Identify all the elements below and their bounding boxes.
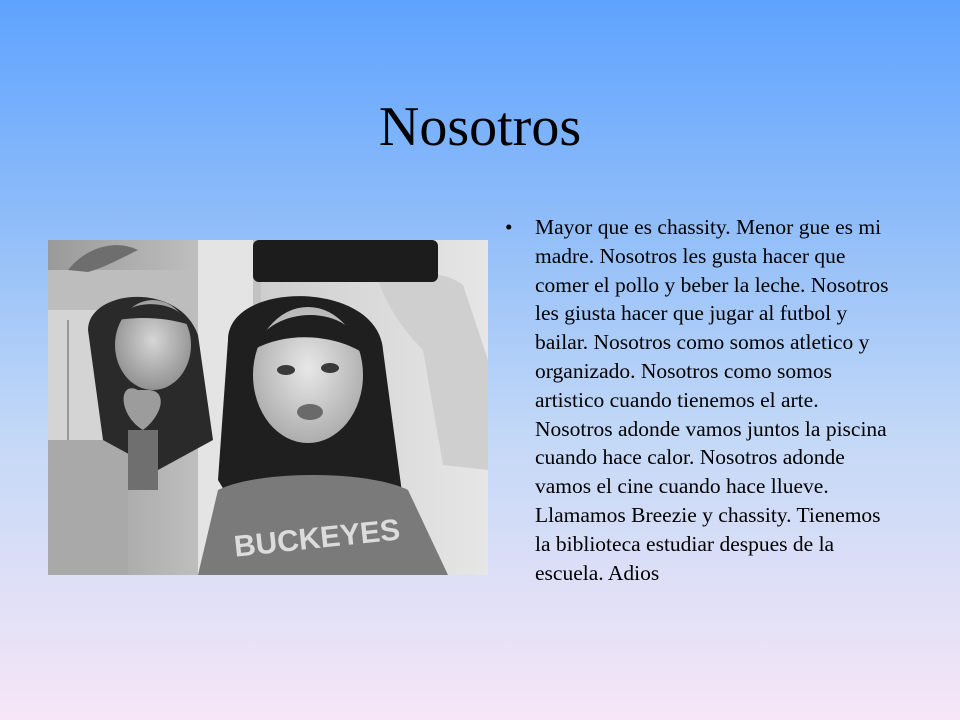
- bullet-item: [505, 213, 890, 587]
- shirt-text: BUCKEYES: [232, 513, 402, 564]
- slide-title: Nosotros: [378, 96, 582, 158]
- photo: [48, 240, 488, 575]
- bullet-marker: •: [505, 215, 513, 239]
- bullet-text: Mayor que es chassity. Menor gue es mi madre. Nosotros les gusta hacer que comer el pollo y beber la leche. Nosotros les giusta hacer que jugar al futbol y bailar. Nosotros como somos atletico y organizado. Nosotros como somos artistico cuando tienemos el arte. Nosotros adonde vamos juntos la piscina cuando hace calor. Nosotros adonde vamos el cine cuando hace llueve. Llamamos Breezie y chassity. Tienemos la biblioteca estudiar despues de la escuela. Adios: [535, 215, 889, 585]
- body-text: [505, 213, 890, 587]
